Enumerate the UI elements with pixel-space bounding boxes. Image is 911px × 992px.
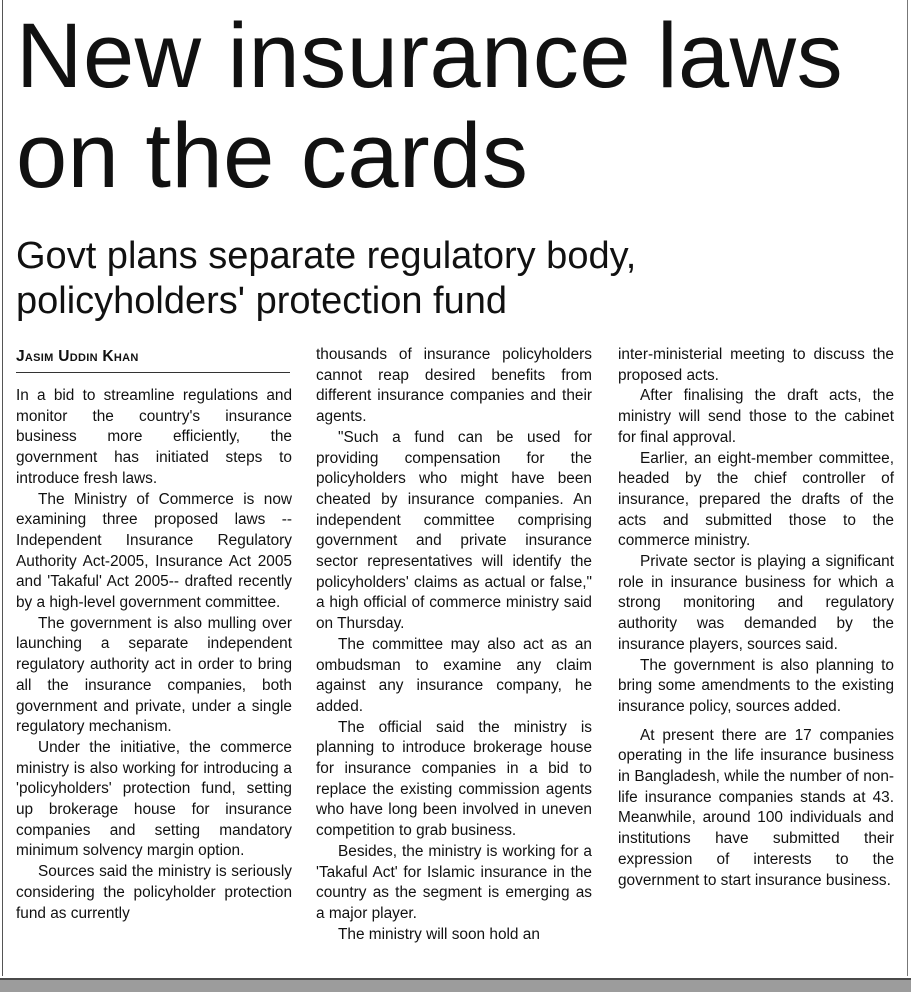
subheadline: Govt plans separate regulatory body, policyholders' protection fund	[16, 235, 637, 322]
paragraph: Earlier, an eight-member committee, headed by the chief controller of insurance, prepared the drafts of the acts and submitted those to the commerce ministry.	[618, 449, 894, 550]
paragraph: The committee may also act as an ombudsman to examine any claim against any insurance company, he added.	[316, 635, 592, 715]
paragraph: Besides, the ministry is working for a 'Takaful Act' for Islamic insurance in the country as the segment is emerging as a major player.	[316, 842, 592, 922]
paragraph: Private sector is playing a significant role in insurance business for which a strong monitoring and regulatory authority was demanded by the insurance players, sources said.	[618, 553, 894, 653]
paragraph: Sources said the ministry is seriously considering the policyholder protection fund as currently	[16, 863, 292, 922]
paragraph: The government is also mulling over launching a separate independent regulatory authority act in order to bring all the insurance companies, both government and private, under a single regulatory mechanism.	[16, 614, 292, 736]
paragraph: The official said the ministry is planning to introduce brokerage house for insurance companies in a bid to replace the existing commission agents who have long been involved in uneven competition to grab business.	[316, 718, 592, 840]
paragraph: The government is also planning to bring some amendments to the existing insurance policy, sources added.	[618, 656, 894, 715]
paragraph: At present there are 17 companies operating in the life insurance business in Bangladesh, while the number of non-life insurance companies stands at 43. Meanwhile, around 100 individuals and institutions have submitted their expression of interests to the government to start insurance business.	[618, 726, 894, 889]
paragraph: After finalising the draft acts, the ministry will send those to the cabinet for final approval.	[618, 387, 894, 446]
paragraph: In a bid to streamline regulations and monitor the country's insurance business more efficiently, the government has initiated steps to introduce fresh laws.	[16, 387, 292, 487]
paragraph: "Such a fund can be used for providing compensation for the policyholders who might have been cheated by insurance companies. An independent committee comprising government and private insurance sector representatives will identify the policyholders' claims as actual or false," a high official of commerce ministry said on Thursday.	[316, 428, 592, 633]
left-column-rule	[2, 0, 3, 976]
article-column-1	[16, 386, 292, 924]
headline: New insurance laws on the cards	[16, 5, 844, 207]
paragraph: thousands of insurance policyholders cannot reap desired benefits from different insurance companies and their agents.	[316, 346, 592, 426]
paragraph: The Ministry of Commerce is now examining three proposed laws -- Independent Insurance Regulatory Authority Act-2005, Insurance Act 2005 and 'Takaful' Act 2005-- drafted recently by a high-level government committee.	[16, 490, 292, 612]
paragraph: inter-ministerial meeting to discuss the proposed acts.	[618, 346, 894, 384]
article-column-3	[618, 345, 894, 891]
byline: Jasim Uddin Khan	[16, 348, 290, 373]
right-column-rule	[907, 0, 908, 976]
paragraph: Under the initiative, the commerce ministry is also working for introducing a 'policyholders' protection fund, setting up brokerage house for insurance companies and setting mandatory minimum solvency margin option.	[16, 738, 292, 860]
article-column-2	[316, 345, 592, 945]
paragraph: The ministry will soon hold an	[338, 925, 540, 943]
